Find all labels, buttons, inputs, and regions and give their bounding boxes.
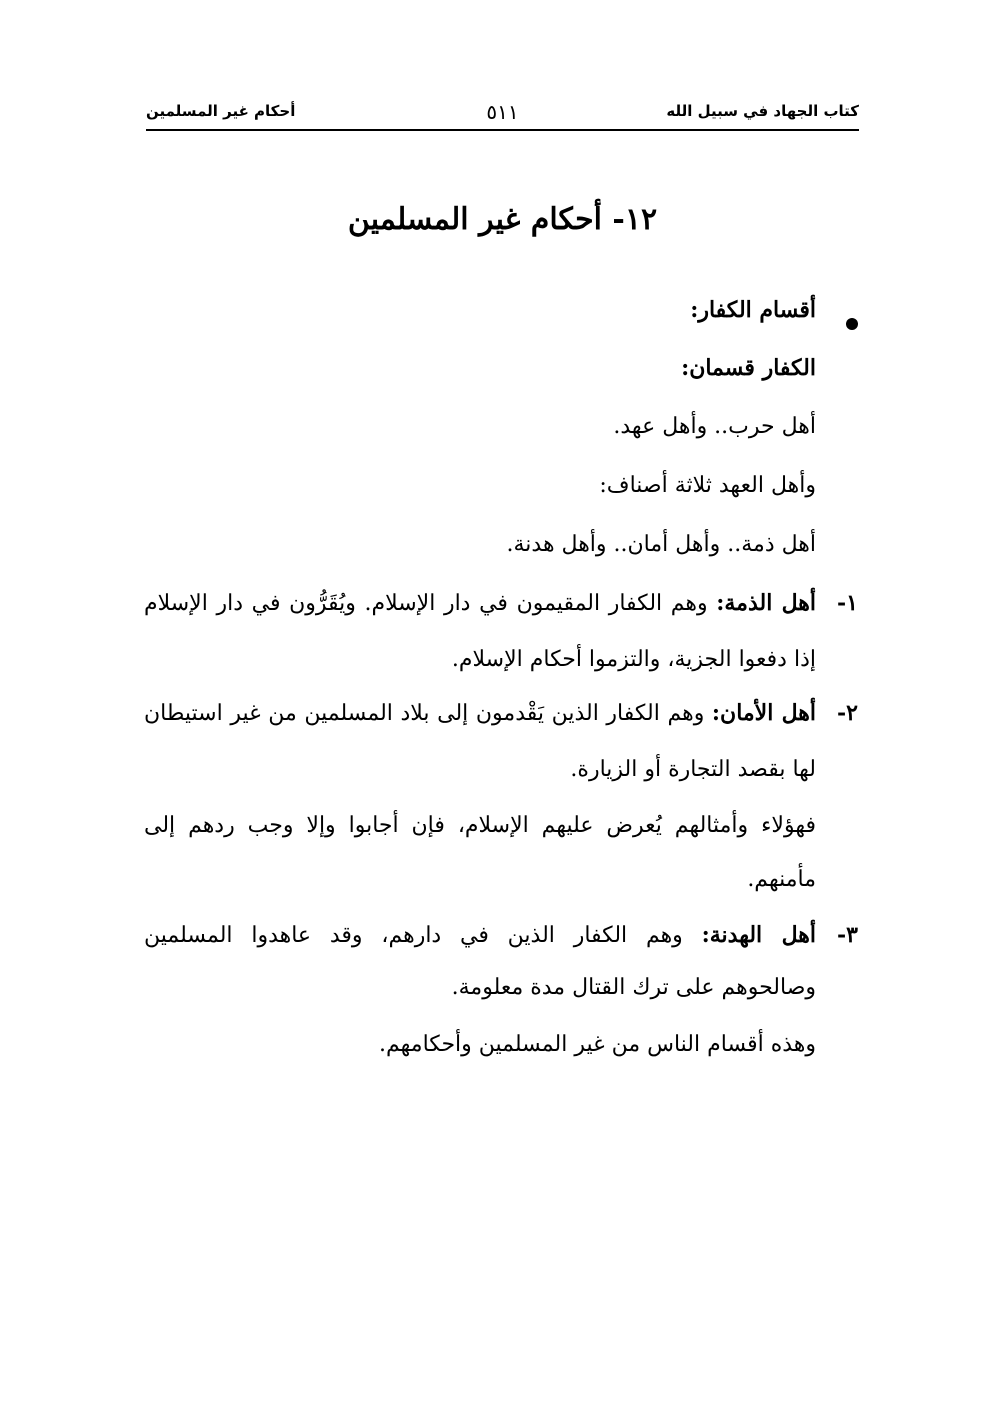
- item-1-number: ١-: [837, 590, 858, 616]
- item-2-extra-b: مأمنهم.: [747, 867, 816, 892]
- item-3-line-a: [144, 915, 816, 956]
- header-chapter-title: أحكام غير المسلمين: [146, 102, 296, 120]
- item-2-number: ٢-: [837, 700, 858, 726]
- intro-bold-text: الكفار قسمان:: [681, 355, 816, 381]
- section-line-1: أهل حرب.. وأهل عهد.: [613, 414, 816, 439]
- section-heading: [690, 290, 816, 331]
- item-1-line-a: [144, 583, 816, 624]
- item-1-label: أهل الذمة:: [716, 590, 816, 616]
- bullet-icon: [846, 318, 858, 330]
- item-3-line-b: وصالحوهم على ترك القتال مدة معلومة.: [451, 975, 816, 1000]
- item-2-extra-a: فهؤلاء وأمثالهم يُعرض عليهم الإسلام، فإن أجابوا وإلا وجب ردهم إلى: [144, 813, 816, 838]
- item-3-number: ٣-: [837, 922, 858, 948]
- chapter-title: ١٢- أحكام غير المسلمين: [347, 202, 658, 237]
- header-rule: [146, 129, 859, 131]
- header-book-title: كتاب الجهاد في سبيل الله: [666, 102, 859, 120]
- item-2-line-a: [144, 693, 816, 734]
- item-3-label: أهل الهدنة:: [701, 922, 816, 948]
- item-2-text-a: وهم الكفار الذين يَقْدمون إلى بلاد المسلمين من غير استيطان: [144, 701, 712, 726]
- header-page-number: ٥١١: [486, 100, 519, 124]
- item-2-label: أهل الأمان:: [711, 700, 816, 726]
- section-heading-text: أقسام الكفار:: [690, 297, 816, 323]
- item-2-line-b: لها بقصد التجارة أو الزيارة.: [570, 757, 816, 782]
- intro-line: [681, 348, 816, 389]
- item-3-text-a: وهم الكفار الذين في دارهم، وقد عاهدوا المسلمين: [144, 923, 702, 948]
- closing-line: وهذه أقسام الناس من غير المسلمين وأحكامهم.: [379, 1032, 816, 1057]
- item-1-line-b: إذا دفعوا الجزية، والتزموا أحكام الإسلام.: [451, 647, 816, 672]
- item-1-text-a: وهم الكفار المقيمون في دار الإسلام. ويُقَرُّون في دار الإسلام: [144, 591, 717, 616]
- section-line-2: وأهل العهد ثلاثة أصناف:: [599, 473, 816, 498]
- section-line-3: أهل ذمة.. وأهل أمان.. وأهل هدنة.: [506, 532, 816, 557]
- running-header: [146, 100, 859, 130]
